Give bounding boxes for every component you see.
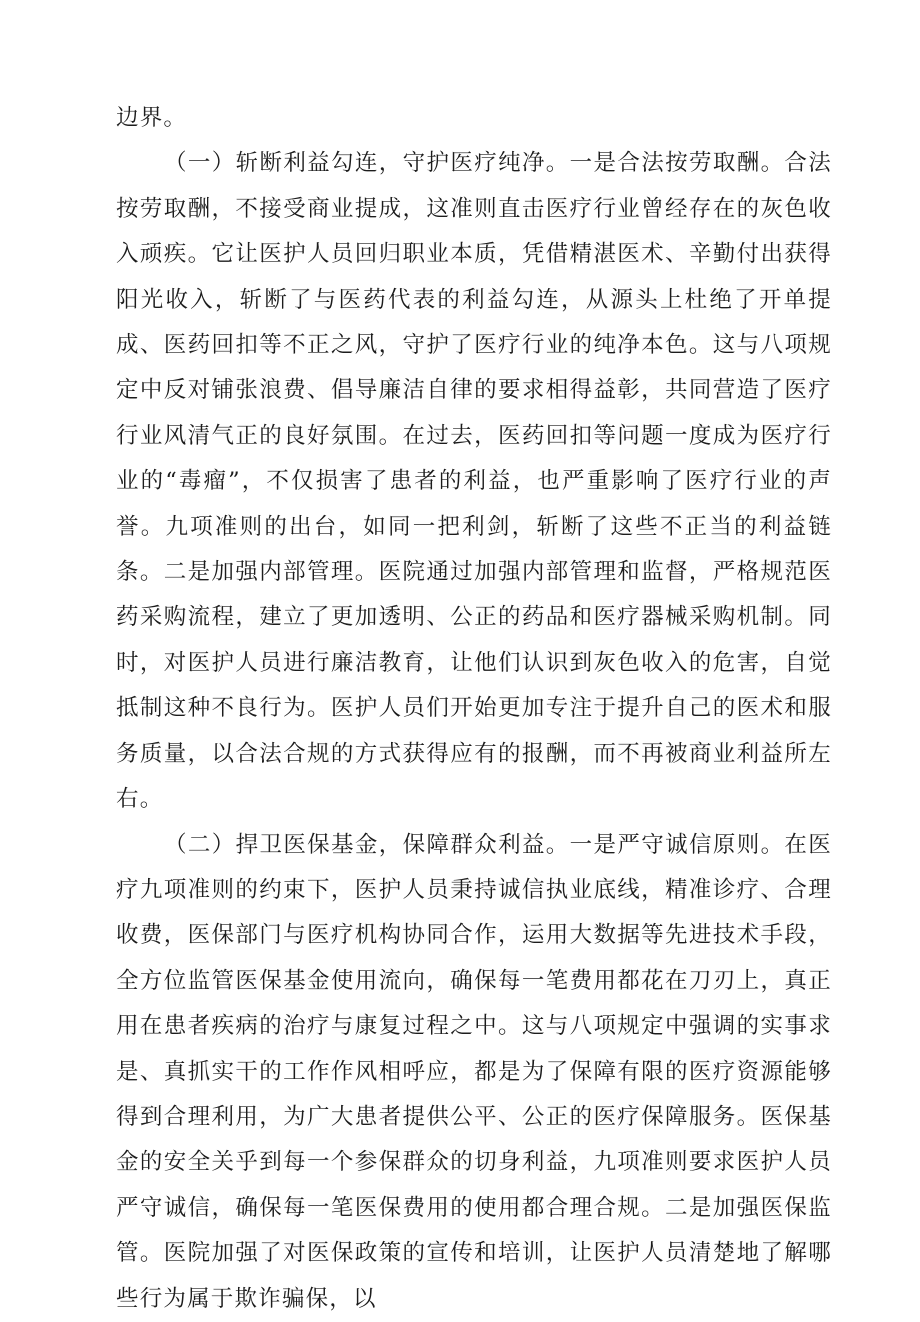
paragraph-section-one: （一）斩断利益勾连，守护医疗纯净。一是合法按劳取酬。合法按劳取酬，不接受商业提成，这准则直击医疗行业曾经存在的灰色收入顽疾。它让医护人员回归职业本质，凭借精湛医术、辛勤付出获得阳光收入，斩断了与医药代表的利益勾连，从源头上杜绝了开单提成、医药回扣等不正之风，守护了医疗行业的纯净本色。这与八项规定中反对铺张浪费、倡导廉洁自律的要求相得益彰，共同营造了医疗行业风清气正的良好氛围。在过去，医药回扣等问题一度成为医疗行业的“毒瘤”，不仅损害了患者的利益，也严重影响了医疗行业的声誉。九项准则的出台，如同一把利剑，斩断了这些不正当的利益链条。二是加强内部管理。医院通过加强内部管理和监督，严格规范医药采购流程，建立了更加透明、公正的药品和医疗器械采购机制。同时，对医护人员进行廉洁教育，让他们认识到灰色收入的危害，自觉抵制这种不良行为。医护人员们开始更加专注于提升自己的医术和服务质量，以合法合规的方式获得应有的报酬，而不再被商业利益所左右。: [116, 150, 832, 813]
body-text: [116, 96, 832, 1322]
paragraph-section-two: （二）捍卫医保基金，保障群众利益。一是严守诚信原则。在医疗九项准则的约束下，医护人员秉持诚信执业底线，精准诊疗、合理收费，医保部门与医疗机构协同合作，运用大数据等先进技术手段，全方位监管医保基金使用流向，确保每一笔费用都花在刀刃上，真正用在患者疾病的治疗与康复过程之中。这与八项规定中强调的实事求是、真抓实干的工作作风相呼应，都是为了保障有限的医疗资源能够得到合理利用，为广大患者提供公平、公正的医疗保障服务。医保基金的安全关乎到每一个参保群众的切身利益，九项准则要求医护人员严守诚信，确保每一笔医保费用的使用都合理合规。二是加强医保监管。医院加强了对医保政策的宣传和培训，让医护人员清楚地了解哪些行为属于欺诈骗保，以: [116, 831, 832, 1312]
paragraph-continuation: 边界。: [116, 105, 188, 131]
